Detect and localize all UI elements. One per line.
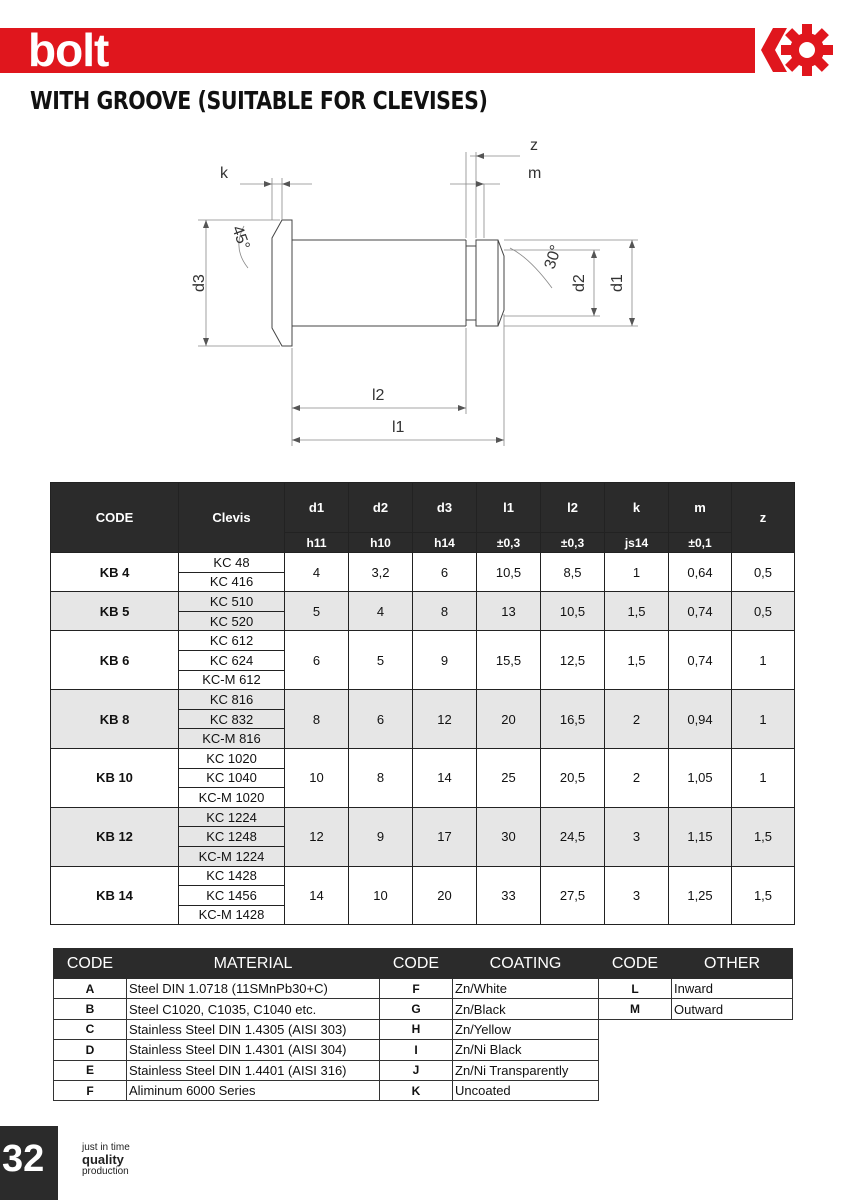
spec-table-body xyxy=(51,553,795,925)
coating-name-cell: Uncoated xyxy=(453,1080,599,1100)
bolt-code-cell: KB 8 xyxy=(51,690,179,749)
bolt-code-cell: KB 10 xyxy=(51,748,179,807)
d2-cell: 5 xyxy=(349,631,413,690)
k-cell: 1,5 xyxy=(605,631,669,690)
bolt-spec-table xyxy=(50,482,795,925)
d1-cell: 8 xyxy=(285,690,349,749)
coating-name-cell: Zn/Black xyxy=(453,999,599,1019)
clevis-cell: KC-M 612 xyxy=(179,670,285,690)
dim-d1-label: d1 xyxy=(609,274,626,292)
m-cell: 1,15 xyxy=(669,807,732,866)
material-name-cell: Stainless Steel DIN 1.4301 (AISI 304) xyxy=(127,1040,380,1060)
clevis-cell: KC-M 816 xyxy=(179,729,285,749)
clevis-cell: KC 48 xyxy=(179,553,285,573)
coating-name-cell: Zn/White xyxy=(453,979,599,999)
tagline xyxy=(82,1142,130,1178)
k-cell: 1 xyxy=(605,553,669,592)
other-code-cell: L xyxy=(599,979,672,999)
tol-l1: ±0,3 xyxy=(477,533,541,553)
coating-code-cell: I xyxy=(380,1040,453,1060)
legend-row xyxy=(54,1080,793,1100)
page-subtitle: WITH GROOVE (SUITABLE FOR CLEVISES) xyxy=(30,86,488,115)
legend-header-material: MATERIAL xyxy=(127,949,380,979)
d2-cell: 8 xyxy=(349,748,413,807)
clevis-cell: KC 1020 xyxy=(179,748,285,768)
clevis-cell: KC 1224 xyxy=(179,807,285,827)
clevis-cell: KC 416 xyxy=(179,572,285,592)
legend-empty-cell xyxy=(599,1040,793,1060)
legend-row xyxy=(54,979,793,999)
tagline-line-1: just in time xyxy=(82,1142,130,1153)
dim-m-label: m xyxy=(528,165,542,182)
m-cell: 0,94 xyxy=(669,690,732,749)
z-cell: 1 xyxy=(732,631,795,690)
dim-l1-label: l1 xyxy=(392,419,405,436)
brand-logo-icon xyxy=(755,18,835,82)
legend-header-code-material: CODE xyxy=(54,949,127,979)
clevis-cell: KC 832 xyxy=(179,709,285,729)
l2-cell: 8,5 xyxy=(541,553,605,592)
legend-row xyxy=(54,1040,793,1060)
m-cell: 1,25 xyxy=(669,866,732,925)
l1-cell: 13 xyxy=(477,592,541,631)
material-code-cell: A xyxy=(54,979,127,999)
clevis-cell: KC-M 1020 xyxy=(179,788,285,808)
material-name-cell: Stainless Steel DIN 1.4305 (AISI 303) xyxy=(127,1019,380,1039)
legend-header-code-other: CODE xyxy=(599,949,672,979)
clevis-cell: KC 624 xyxy=(179,650,285,670)
l2-cell: 12,5 xyxy=(541,631,605,690)
material-code-cell: B xyxy=(54,999,127,1019)
legend-row xyxy=(54,1019,793,1039)
l1-cell: 25 xyxy=(477,748,541,807)
dim-d2-label: d2 xyxy=(571,274,588,292)
clevis-cell: KC 510 xyxy=(179,592,285,612)
d2-cell: 10 xyxy=(349,866,413,925)
l2-cell: 16,5 xyxy=(541,690,605,749)
d2-cell: 3,2 xyxy=(349,553,413,592)
header-m: m xyxy=(669,483,732,533)
bolt-code-cell: KB 6 xyxy=(51,631,179,690)
table-row xyxy=(51,807,795,827)
header-d1: d1 xyxy=(285,483,349,533)
tagline-line-3: production xyxy=(82,1166,129,1177)
d3-cell: 20 xyxy=(413,866,477,925)
table-row xyxy=(51,631,795,651)
other-code-cell: M xyxy=(599,999,672,1019)
k-cell: 2 xyxy=(605,748,669,807)
z-cell: 1,5 xyxy=(732,807,795,866)
coating-name-cell: Zn/Yellow xyxy=(453,1019,599,1039)
dim-d3-label: d3 xyxy=(191,274,208,292)
material-name-cell: Steel DIN 1.0718 (11SMnPb30+C) xyxy=(127,979,380,999)
l1-cell: 30 xyxy=(477,807,541,866)
header-d3: d3 xyxy=(413,483,477,533)
tol-d2: h10 xyxy=(349,533,413,553)
legend-header-other: OTHER xyxy=(672,949,793,979)
l1-cell: 33 xyxy=(477,866,541,925)
coating-code-cell: H xyxy=(380,1019,453,1039)
d3-cell: 6 xyxy=(413,553,477,592)
coating-name-cell: Zn/Ni Transparently xyxy=(453,1060,599,1080)
clevis-cell: KC 1428 xyxy=(179,866,285,886)
k-cell: 2 xyxy=(605,690,669,749)
d1-cell: 12 xyxy=(285,807,349,866)
coating-code-cell: F xyxy=(380,979,453,999)
m-cell: 0,64 xyxy=(669,553,732,592)
legend-header-code-coating: CODE xyxy=(380,949,453,979)
clevis-cell: KC 816 xyxy=(179,690,285,710)
table-row xyxy=(51,690,795,710)
d2-cell: 9 xyxy=(349,807,413,866)
material-code-cell: C xyxy=(54,1019,127,1039)
d1-cell: 4 xyxy=(285,553,349,592)
material-code-cell: D xyxy=(54,1040,127,1060)
legend-row xyxy=(54,999,793,1019)
d1-cell: 10 xyxy=(285,748,349,807)
d3-cell: 8 xyxy=(413,592,477,631)
bolt-code-cell: KB 12 xyxy=(51,807,179,866)
clevis-cell: KC 1248 xyxy=(179,827,285,847)
d2-cell: 4 xyxy=(349,592,413,631)
tol-k: js14 xyxy=(605,533,669,553)
k-cell: 3 xyxy=(605,807,669,866)
k-cell: 1,5 xyxy=(605,592,669,631)
table-row xyxy=(51,866,795,886)
legend-empty-cell xyxy=(599,1080,793,1100)
m-cell: 0,74 xyxy=(669,631,732,690)
l2-cell: 20,5 xyxy=(541,748,605,807)
bolt-technical-drawing xyxy=(180,128,660,468)
d3-cell: 12 xyxy=(413,690,477,749)
d3-cell: 9 xyxy=(413,631,477,690)
clevis-cell: KC 612 xyxy=(179,631,285,651)
header-k: k xyxy=(605,483,669,533)
material-code-cell: E xyxy=(54,1060,127,1080)
material-code-cell: F xyxy=(54,1080,127,1100)
dim-l2-label: l2 xyxy=(372,387,385,404)
table-row xyxy=(51,748,795,768)
coating-code-cell: K xyxy=(380,1080,453,1100)
z-cell: 1 xyxy=(732,748,795,807)
m-cell: 0,74 xyxy=(669,592,732,631)
coating-code-cell: G xyxy=(380,999,453,1019)
clevis-cell: KC 1040 xyxy=(179,768,285,788)
d2-cell: 6 xyxy=(349,690,413,749)
table-row xyxy=(51,592,795,612)
page-title: bolt xyxy=(28,24,109,76)
table-row xyxy=(51,553,795,573)
z-cell: 0,5 xyxy=(732,553,795,592)
d3-cell: 17 xyxy=(413,807,477,866)
clevis-cell: KC 520 xyxy=(179,611,285,631)
code-legend-table xyxy=(53,948,793,1101)
d1-cell: 14 xyxy=(285,866,349,925)
other-name-cell: Outward xyxy=(672,999,793,1019)
clevis-cell: KC-M 1224 xyxy=(179,846,285,866)
tol-d1: h11 xyxy=(285,533,349,553)
dim-angle30-label: 30° xyxy=(541,242,566,272)
l1-cell: 10,5 xyxy=(477,553,541,592)
l2-cell: 27,5 xyxy=(541,866,605,925)
clevis-cell: KC-M 1428 xyxy=(179,905,285,925)
z-cell: 1 xyxy=(732,690,795,749)
header-l1: l1 xyxy=(477,483,541,533)
m-cell: 1,05 xyxy=(669,748,732,807)
tol-l2: ±0,3 xyxy=(541,533,605,553)
z-cell: 1,5 xyxy=(732,866,795,925)
d1-cell: 6 xyxy=(285,631,349,690)
legend-empty-cell xyxy=(599,1060,793,1080)
header-clevis: Clevis xyxy=(179,483,285,553)
coating-name-cell: Zn/Ni Black xyxy=(453,1040,599,1060)
d1-cell: 5 xyxy=(285,592,349,631)
tol-m: ±0,1 xyxy=(669,533,732,553)
dim-angle45-label: 45° xyxy=(228,223,253,253)
legend-table-body xyxy=(54,979,793,1101)
tagline-line-2: quality xyxy=(82,1152,124,1167)
k-cell: 3 xyxy=(605,866,669,925)
l2-cell: 24,5 xyxy=(541,807,605,866)
title-banner xyxy=(0,24,755,76)
dim-k-label: k xyxy=(220,165,228,182)
other-name-cell: Inward xyxy=(672,979,793,999)
legend-empty-cell xyxy=(599,1019,793,1039)
bolt-code-cell: KB 4 xyxy=(51,553,179,592)
l1-cell: 15,5 xyxy=(477,631,541,690)
page-number: 32 xyxy=(2,1138,45,1180)
material-name-cell: Stainless Steel DIN 1.4401 (AISI 316) xyxy=(127,1060,380,1080)
d3-cell: 14 xyxy=(413,748,477,807)
clevis-cell: KC 1456 xyxy=(179,886,285,906)
z-cell: 0,5 xyxy=(732,592,795,631)
header-d2: d2 xyxy=(349,483,413,533)
legend-row xyxy=(54,1060,793,1080)
material-name-cell: Aliminum 6000 Series xyxy=(127,1080,380,1100)
dim-z-label: z xyxy=(530,137,538,154)
material-name-cell: Steel C1020, C1035, C1040 etc. xyxy=(127,999,380,1019)
header-code: CODE xyxy=(51,483,179,553)
header-z: z xyxy=(732,483,795,553)
l1-cell: 20 xyxy=(477,690,541,749)
bolt-code-cell: KB 5 xyxy=(51,592,179,631)
coating-code-cell: J xyxy=(380,1060,453,1080)
header-l2: l2 xyxy=(541,483,605,533)
bolt-code-cell: KB 14 xyxy=(51,866,179,925)
l2-cell: 10,5 xyxy=(541,592,605,631)
tol-d3: h14 xyxy=(413,533,477,553)
legend-header-coating: COATING xyxy=(453,949,599,979)
